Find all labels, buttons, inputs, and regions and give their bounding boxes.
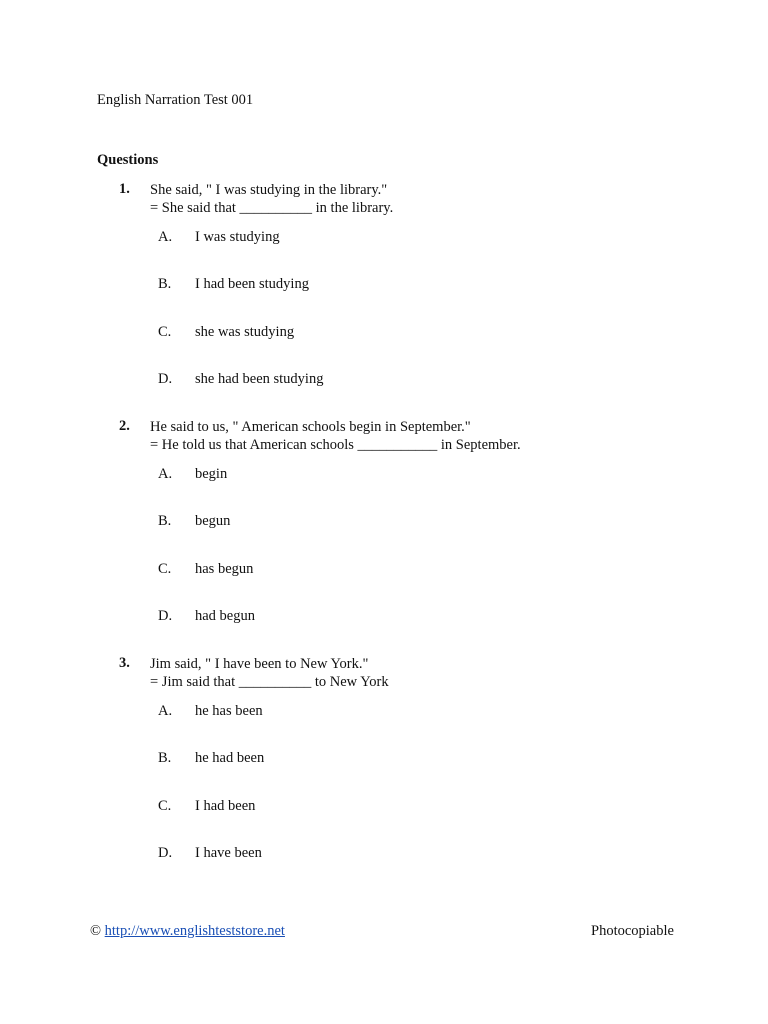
option-letter: C. — [158, 324, 172, 340]
option-letter: B. — [158, 750, 172, 766]
option-letter: D. — [158, 845, 173, 861]
option-1c[interactable] — [0, 324, 768, 344]
option-3a[interactable] — [0, 703, 768, 723]
option-text: I have been — [195, 845, 262, 861]
option-2b[interactable] — [0, 513, 768, 533]
option-2c[interactable] — [0, 561, 768, 581]
question-prompt: She said, " I was studying in the library." — [150, 182, 388, 198]
document-title: English Narration Test 001 — [97, 92, 254, 108]
option-letter: A. — [158, 229, 173, 245]
website-link[interactable]: http://www.englishteststore.net — [104, 923, 285, 939]
question-text — [150, 655, 389, 691]
option-2a[interactable] — [0, 466, 768, 486]
question-conversion: = She said that __________ in the library. — [150, 200, 394, 216]
option-letter: C. — [158, 561, 172, 577]
option-letter: C. — [158, 798, 172, 814]
option-letter: A. — [158, 703, 173, 719]
option-3b[interactable] — [0, 750, 768, 770]
question-number: 1. — [119, 181, 130, 197]
option-text: she was studying — [195, 324, 295, 340]
option-1b[interactable] — [0, 276, 768, 296]
copyright-symbol: © — [90, 923, 102, 939]
question-prompt: He said to us, " American schools begin in September." — [150, 419, 471, 435]
option-3d[interactable] — [0, 845, 768, 865]
option-text: I was studying — [195, 229, 280, 245]
option-letter: D. — [158, 371, 173, 387]
question-prompt: Jim said, " I have been to New York." — [150, 656, 369, 672]
option-1d[interactable] — [0, 371, 768, 391]
question-number: 2. — [119, 418, 130, 434]
option-letter: B. — [158, 276, 172, 292]
question-conversion: = He told us that American schools ___________ in September. — [150, 437, 521, 453]
footer-photocopiable: Photocopiable — [591, 923, 674, 939]
question-text — [150, 418, 521, 454]
option-2d[interactable] — [0, 608, 768, 628]
option-text: I had been studying — [195, 276, 309, 292]
option-text: she had been studying — [195, 371, 324, 387]
question-conversion: = Jim said that __________ to New York — [150, 674, 389, 690]
option-text: he has been — [195, 703, 263, 719]
question-text — [150, 181, 393, 217]
option-text: I had been — [195, 798, 256, 814]
option-text: he had been — [195, 750, 265, 766]
option-text: has begun — [195, 561, 254, 577]
option-1a[interactable] — [0, 229, 768, 249]
option-text: begin — [195, 466, 228, 482]
option-text: had begun — [195, 608, 255, 624]
question-number: 3. — [119, 655, 130, 671]
footer-copyright — [90, 923, 285, 940]
option-letter: B. — [158, 513, 172, 529]
option-text: begun — [195, 513, 231, 529]
option-letter: D. — [158, 608, 173, 624]
option-letter: A. — [158, 466, 173, 482]
option-3c[interactable] — [0, 798, 768, 818]
section-heading: Questions — [97, 152, 159, 168]
